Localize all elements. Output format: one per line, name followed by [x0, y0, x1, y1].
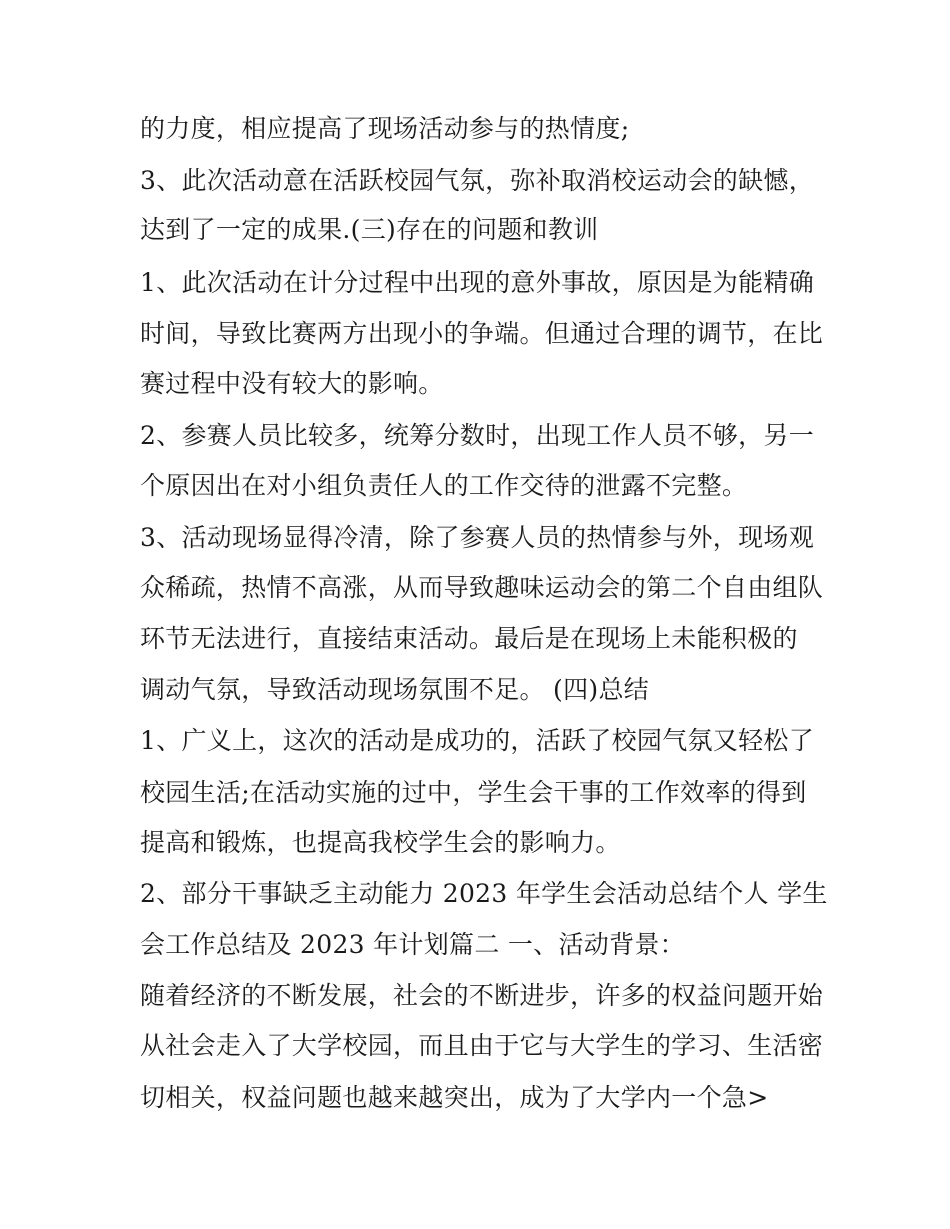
text-line: 切相关，权益问题也越来越突出，成为了大学内一个急> — [140, 1083, 769, 1112]
text-line: 环节无法进行，直接结束活动。最后是在现场上未能积极的 — [140, 624, 798, 653]
text-line: 的力度，相应提高了现场活动参与的热情度; — [140, 114, 630, 143]
text-line: 校园生活;在活动实施的过中，学生会干事的工作效率的得到 — [140, 778, 807, 807]
text-line: 提高和锻炼，也提高我校学生会的影响力。 — [140, 828, 621, 857]
text-line: 2、部分干事缺乏主动能力 2023 年学生会活动总结个人 学生 — [140, 879, 828, 908]
text-line: 众稀疏，热情不高涨，从而导致趣味运动会的第二个自由组队 — [140, 573, 824, 602]
text-line: 1、此次活动在计分过程中出现的意外事故，原因是为能精确 — [140, 268, 815, 297]
text-line: 时间，导致比赛两方出现小的争端。但通过合理的调节，在比 — [140, 319, 824, 348]
text-line: 会工作总结及 2023 年计划篇二 一、活动背景： — [140, 930, 685, 959]
text-line: 从社会走入了大学校园，而且由于它与大学生的学习、生活密 — [140, 1031, 824, 1060]
text-line: 随着经济的不断发展，社会的不断进步，许多的权益问题开始 — [140, 981, 824, 1010]
text-line: 达到了一定的成果.(三)存在的问题和教训 — [140, 215, 599, 244]
text-line: 个原因出在对小组负责任人的工作交待的泄露不完整。 — [140, 471, 748, 500]
text-line: 赛过程中没有较大的影响。 — [140, 369, 444, 398]
text-line: 3、活动现场显得冷清，除了参赛人员的热情参与外，现场观 — [140, 523, 815, 552]
text-line: 1、广义上，这次的活动是成功的，活跃了校园气氛又轻松了 — [140, 726, 815, 755]
text-line: 3、此次活动意在活跃校园气氛，弥补取消校运动会的缺憾， — [140, 166, 815, 195]
text-line: 调动气氛，导致活动现场氛围不足。 (四)总结 — [140, 675, 650, 704]
text-line: 2、参赛人员比较多，统筹分数时，出现工作人员不够，另一 — [140, 421, 815, 450]
